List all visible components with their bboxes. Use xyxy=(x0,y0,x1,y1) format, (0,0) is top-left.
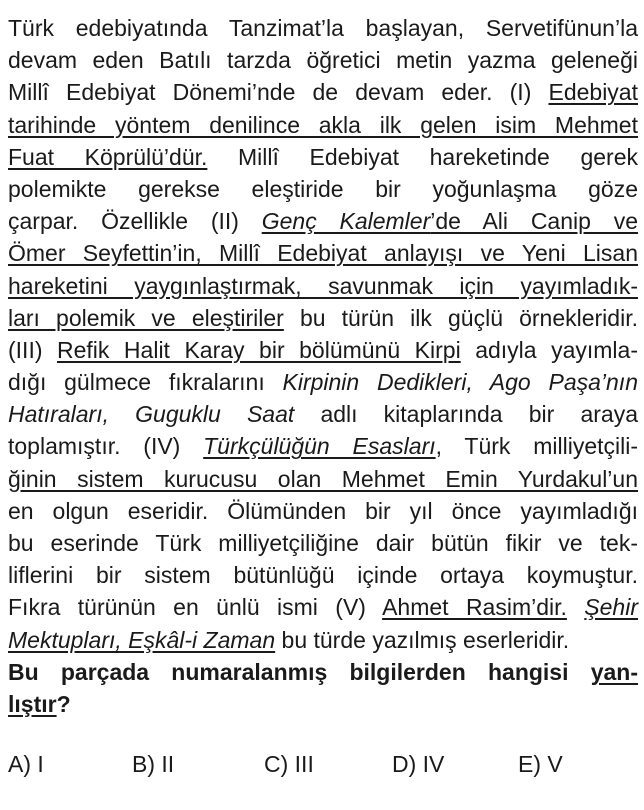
text: Bu parçada numaralanmış bilgilerden hangisi xyxy=(8,658,591,685)
passage-line xyxy=(8,624,638,656)
underlined-book-title: Mektupları, Eşkâl-i Zaman xyxy=(8,626,276,653)
passage-line xyxy=(8,398,638,430)
option-d[interactable]: D) IV xyxy=(392,751,445,777)
text: toplamıştır. (IV) xyxy=(8,433,204,460)
underlined-statement-2: Ömer Seyfettin’in, Millî Edebiyat anlayışı ve Yeni Lisan xyxy=(8,240,638,267)
passage-line xyxy=(8,495,638,527)
text: adlı kitaplarında bir araya xyxy=(294,401,639,428)
underlined-statement-1: Edebiyat xyxy=(548,79,638,106)
emphasized-word: yan- xyxy=(590,658,638,685)
answer-options xyxy=(8,748,638,780)
underlined-statement-2: ’de Ali Canip ve xyxy=(430,208,639,235)
text xyxy=(567,594,584,620)
passage-line xyxy=(8,591,638,623)
underlined-statement-4: Türkçülüğün Esasları xyxy=(203,433,436,460)
text: polemikte gerekse eleştiride bir yoğunlaşma göze xyxy=(8,175,638,202)
text: ? xyxy=(56,690,71,717)
text: Millî Edebiyat hareketinde gerek xyxy=(207,143,638,170)
question-line xyxy=(8,656,638,688)
question-stem xyxy=(8,656,638,720)
passage-line xyxy=(8,559,638,591)
passage-line xyxy=(8,141,638,173)
passage-line xyxy=(8,527,638,559)
option-a[interactable]: A) I xyxy=(8,751,44,777)
text: dığı gülmece fıkralarını xyxy=(8,369,283,396)
passage-line xyxy=(8,44,638,76)
passage-line xyxy=(8,270,638,302)
underlined-statement-3: Refik Halit Karay bir bölümünü Kirpi xyxy=(57,336,461,363)
passage-line xyxy=(8,334,638,366)
passage-line xyxy=(8,463,638,495)
underlined-statement-1: Fuat Köprülü’dür. xyxy=(8,143,208,170)
text: Millî Edebiyat Dönemi’nde de devam eder. (I) xyxy=(8,79,549,106)
underlined-book-title: Şehir xyxy=(584,594,638,621)
text: (III) xyxy=(8,336,58,363)
option-c[interactable]: C) III xyxy=(264,751,314,777)
book-titles: Hatıraları, Guguklu Saat xyxy=(8,401,295,428)
passage-line xyxy=(8,205,638,237)
text: , Türk milliyetçili- xyxy=(435,433,638,460)
option-e[interactable]: E) V xyxy=(518,751,563,777)
passage xyxy=(8,12,638,656)
text: Fıkra türünün en ünlü ismi (V) xyxy=(8,594,383,621)
passage-line xyxy=(8,173,638,205)
passage-line xyxy=(8,366,638,398)
underlined-statement-2: ları polemik ve eleştiriler xyxy=(8,304,284,331)
book-titles: Kirpinin Dedikleri, Ago Paşa’nın xyxy=(282,369,638,396)
passage-line xyxy=(8,109,638,141)
underlined-statement-2: hareketini yaygınlaştırmak, savunmak için yayımladık- xyxy=(8,272,638,299)
option-b[interactable]: B) II xyxy=(132,751,175,777)
text: liflerini bir sistem bütünlüğü içinde ortaya koymuştur. xyxy=(8,562,638,589)
passage-line xyxy=(8,237,638,269)
text: bu türde yazılmış eserleridir. xyxy=(275,626,570,653)
underlined-statement-5: Ahmet Rasim’dir. xyxy=(382,594,567,621)
text: Türk edebiyatında Tanzimat’la başlayan, Servetifünun’la xyxy=(8,15,638,41)
underlined-statement-1: tarihinde yöntem denilince akla ilk gelen isim Mehmet xyxy=(8,111,638,138)
text: en olgun eseridir. Ölümünden bir yıl önce yayımladığı xyxy=(8,497,638,524)
passage-line xyxy=(8,76,638,108)
text: adıyla yayımla- xyxy=(460,336,638,363)
text: devam eden Batılı tarzda öğretici metin yazma geleneği xyxy=(8,47,638,74)
text: bu eserinde Türk milliyetçiliğine dair bütün fikir ve tek- xyxy=(8,530,638,556)
passage-line xyxy=(8,12,638,44)
underlined-statement-4: ğinin sistem kurucusu olan Mehmet Emin Yurdakul’un xyxy=(8,465,638,492)
passage-line xyxy=(8,430,638,462)
text: çarpar. Özellikle (II) xyxy=(8,208,262,235)
passage-line xyxy=(8,302,638,334)
emphasized-word: lıştır xyxy=(8,690,57,717)
underlined-statement-2: Genç Kalemler xyxy=(261,208,431,235)
question-line xyxy=(8,688,638,720)
text: bu türün ilk güçlü örnekleridir. xyxy=(283,304,638,331)
